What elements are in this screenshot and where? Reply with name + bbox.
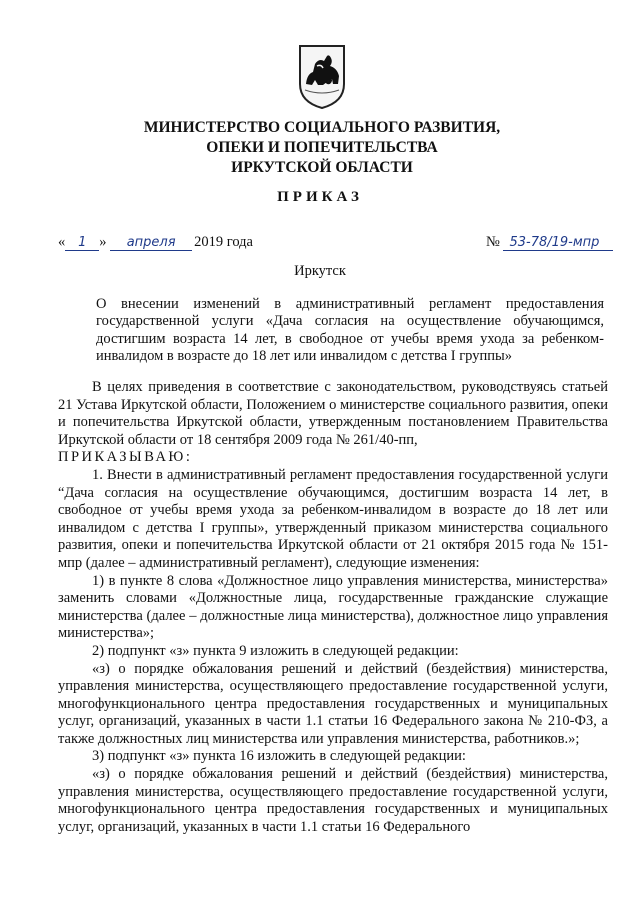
order-number — [486, 234, 613, 251]
city-name: Иркутск — [294, 263, 346, 279]
date-close-quote: » — [99, 234, 107, 250]
subitem-1-paragraph: 1) в пункте 8 слова «Должностное лицо управления министерства, министерства» заменить словами «Должностные лица, государственные гражданские служащие министерства (далее – должностные лица министерства), должностное лицо управления министерства»; — [58, 572, 608, 642]
order-subject: О внесении изменений в административный регламент предоставления государственной услуги «Дача согласия на осуществление обучающимся, достигшим возраста 14 лет, в свободное от учебы время ухода за ребенком-инвалидом в возрасте до 18 лет или инвалидом с детства I группы» — [96, 296, 604, 364]
number-sign: № — [486, 234, 500, 250]
order-body — [58, 379, 608, 836]
ministry-line: МИНИСТЕРСТВО СОЦИАЛЬНОГО РАЗВИТИЯ, — [143, 119, 501, 136]
subitem-3-text: «з) о порядке обжалования решений и действий (бездействия) министерства, управления министерства, осуществляющего предоставление государственной услуги, многофункционального центра предоставления государственных и муниципальных услуг, организаций, указанных в части 1.1 статьи 16 Федерального — [58, 766, 608, 835]
ministry-line: ОПЕКИ И ПОПЕЧИТЕЛЬСТВА — [206, 139, 438, 156]
preamble-paragraph: В целях приведения в соответствие с законодательством, руководствуясь статьей 21 Устава Иркутской области, Положением о министерстве социального развития, опеки и попечительства Иркутской области, утвержденным постановлением Правительства Иркутской области от 18 сентября 2009 года № 261/40-пп, — [58, 379, 608, 448]
date-day: 1 — [65, 235, 99, 251]
subitem-2-paragraph: 2) подпункт «з» пункта 9 изложить в следующей редакции: — [92, 642, 459, 659]
subitem-3-paragraph: 3) подпункт «з» пункта 16 изложить в следующей редакции: — [92, 748, 466, 765]
item-1-paragraph: 1. Внести в административный регламент предоставления государственной услуги “Дача согласия на осуществление обучающимся, достигшим возраста 14 лет, в свободное от учебы время ухода за ребенком-инвалидом в возрасте до 18 лет или инвалидом с детства I группы», утвержденный приказом министерства социального развития, опеки и попечительства Иркутской области от 21 октября 2015 года № 151-мпр (далее – административный регламент), следующие изменения: — [58, 466, 608, 571]
irkutsk-coat-of-arms-icon — [297, 44, 347, 110]
ministry-line: ИРКУТСКОЙ ОБЛАСТИ — [231, 159, 413, 176]
document-type: ПРИКАЗ — [277, 189, 363, 205]
date-year: 2019 года — [194, 234, 253, 250]
order-date — [58, 234, 253, 251]
ministry-name — [80, 118, 564, 178]
orders-heading: ПРИКАЗЫВАЮ: — [58, 449, 193, 466]
date-open-quote: « — [58, 234, 66, 250]
date-month: апреля — [110, 235, 192, 251]
subitem-2-text: «з) о порядке обжалования решений и действий (бездействия) министерства, управления министерства, осуществляющего предоставление государственной услуги, многофункционального центра предоставления государственных и муниципальных услуг, организаций, указанных в части 1.1 статьи 16 Федерального закона № 210-ФЗ, а также должностных лиц министерства или управления министерства, работников.»; — [58, 660, 608, 747]
number-value: 53-78/19-мпр — [503, 235, 613, 251]
